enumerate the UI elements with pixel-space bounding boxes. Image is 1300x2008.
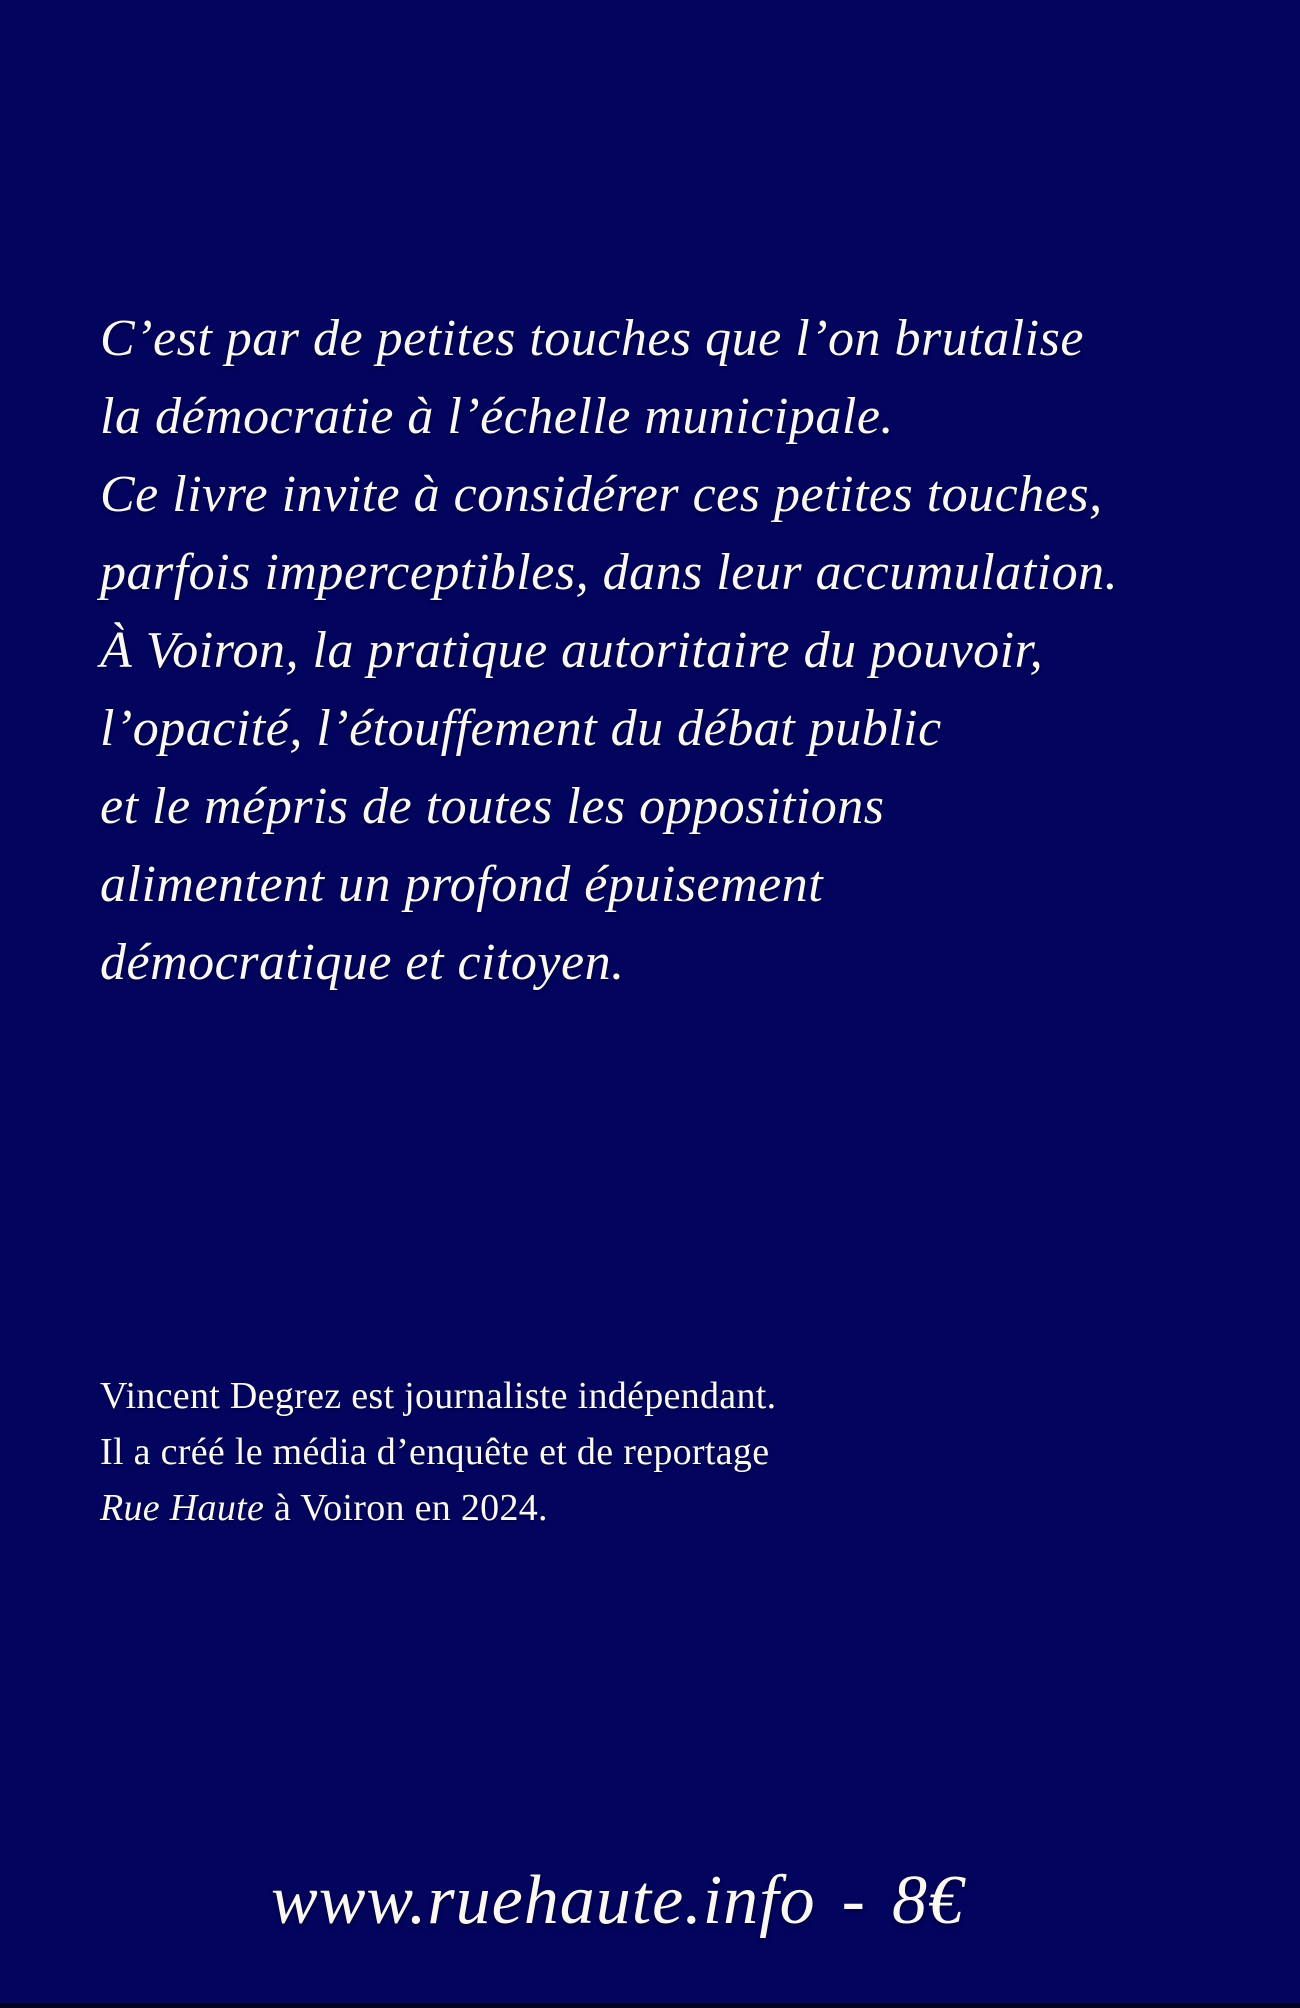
bio-line-3	[100, 1480, 776, 1536]
website-url: www.ruehaute.info	[271, 1862, 816, 1939]
quote-line-2: la démocratie à l’échelle municipale.	[100, 388, 894, 445]
quote-line-4: parfois imperceptibles, dans leur accumulation.	[100, 544, 1119, 601]
bio-line-3-rest: à Voiron en 2024.	[264, 1487, 548, 1529]
quote-line-6: l’opacité, l’étouffement du débat public	[100, 700, 942, 757]
price: 8€	[891, 1862, 964, 1939]
bio-line-1: Vincent Degrez est journaliste indépendant.	[100, 1375, 777, 1417]
quote-line-5: À Voiron, la pratique autoritaire du pouvoir,	[100, 622, 1044, 679]
footer-line	[0, 1858, 1300, 1944]
bottom-edge-strip	[0, 2003, 1300, 2008]
back-cover-quote	[100, 300, 1240, 1002]
quote-line-9: démocratique et citoyen.	[100, 934, 625, 991]
author-bio	[100, 1368, 776, 1536]
quote-line-8: alimentent un profond épuisement	[100, 856, 824, 913]
media-name: Rue Haute	[100, 1487, 265, 1529]
separator-dash: -	[841, 1862, 866, 1939]
quote-line-3: Ce livre invite à considérer ces petites touches,	[100, 466, 1103, 523]
quote-line-7: et le mépris de toutes les oppositions	[100, 778, 885, 835]
bio-line-2: Il a créé le média d’enquête et de reportage	[100, 1431, 770, 1473]
quote-line-1: C’est par de petites touches que l’on brutalise	[100, 310, 1084, 367]
